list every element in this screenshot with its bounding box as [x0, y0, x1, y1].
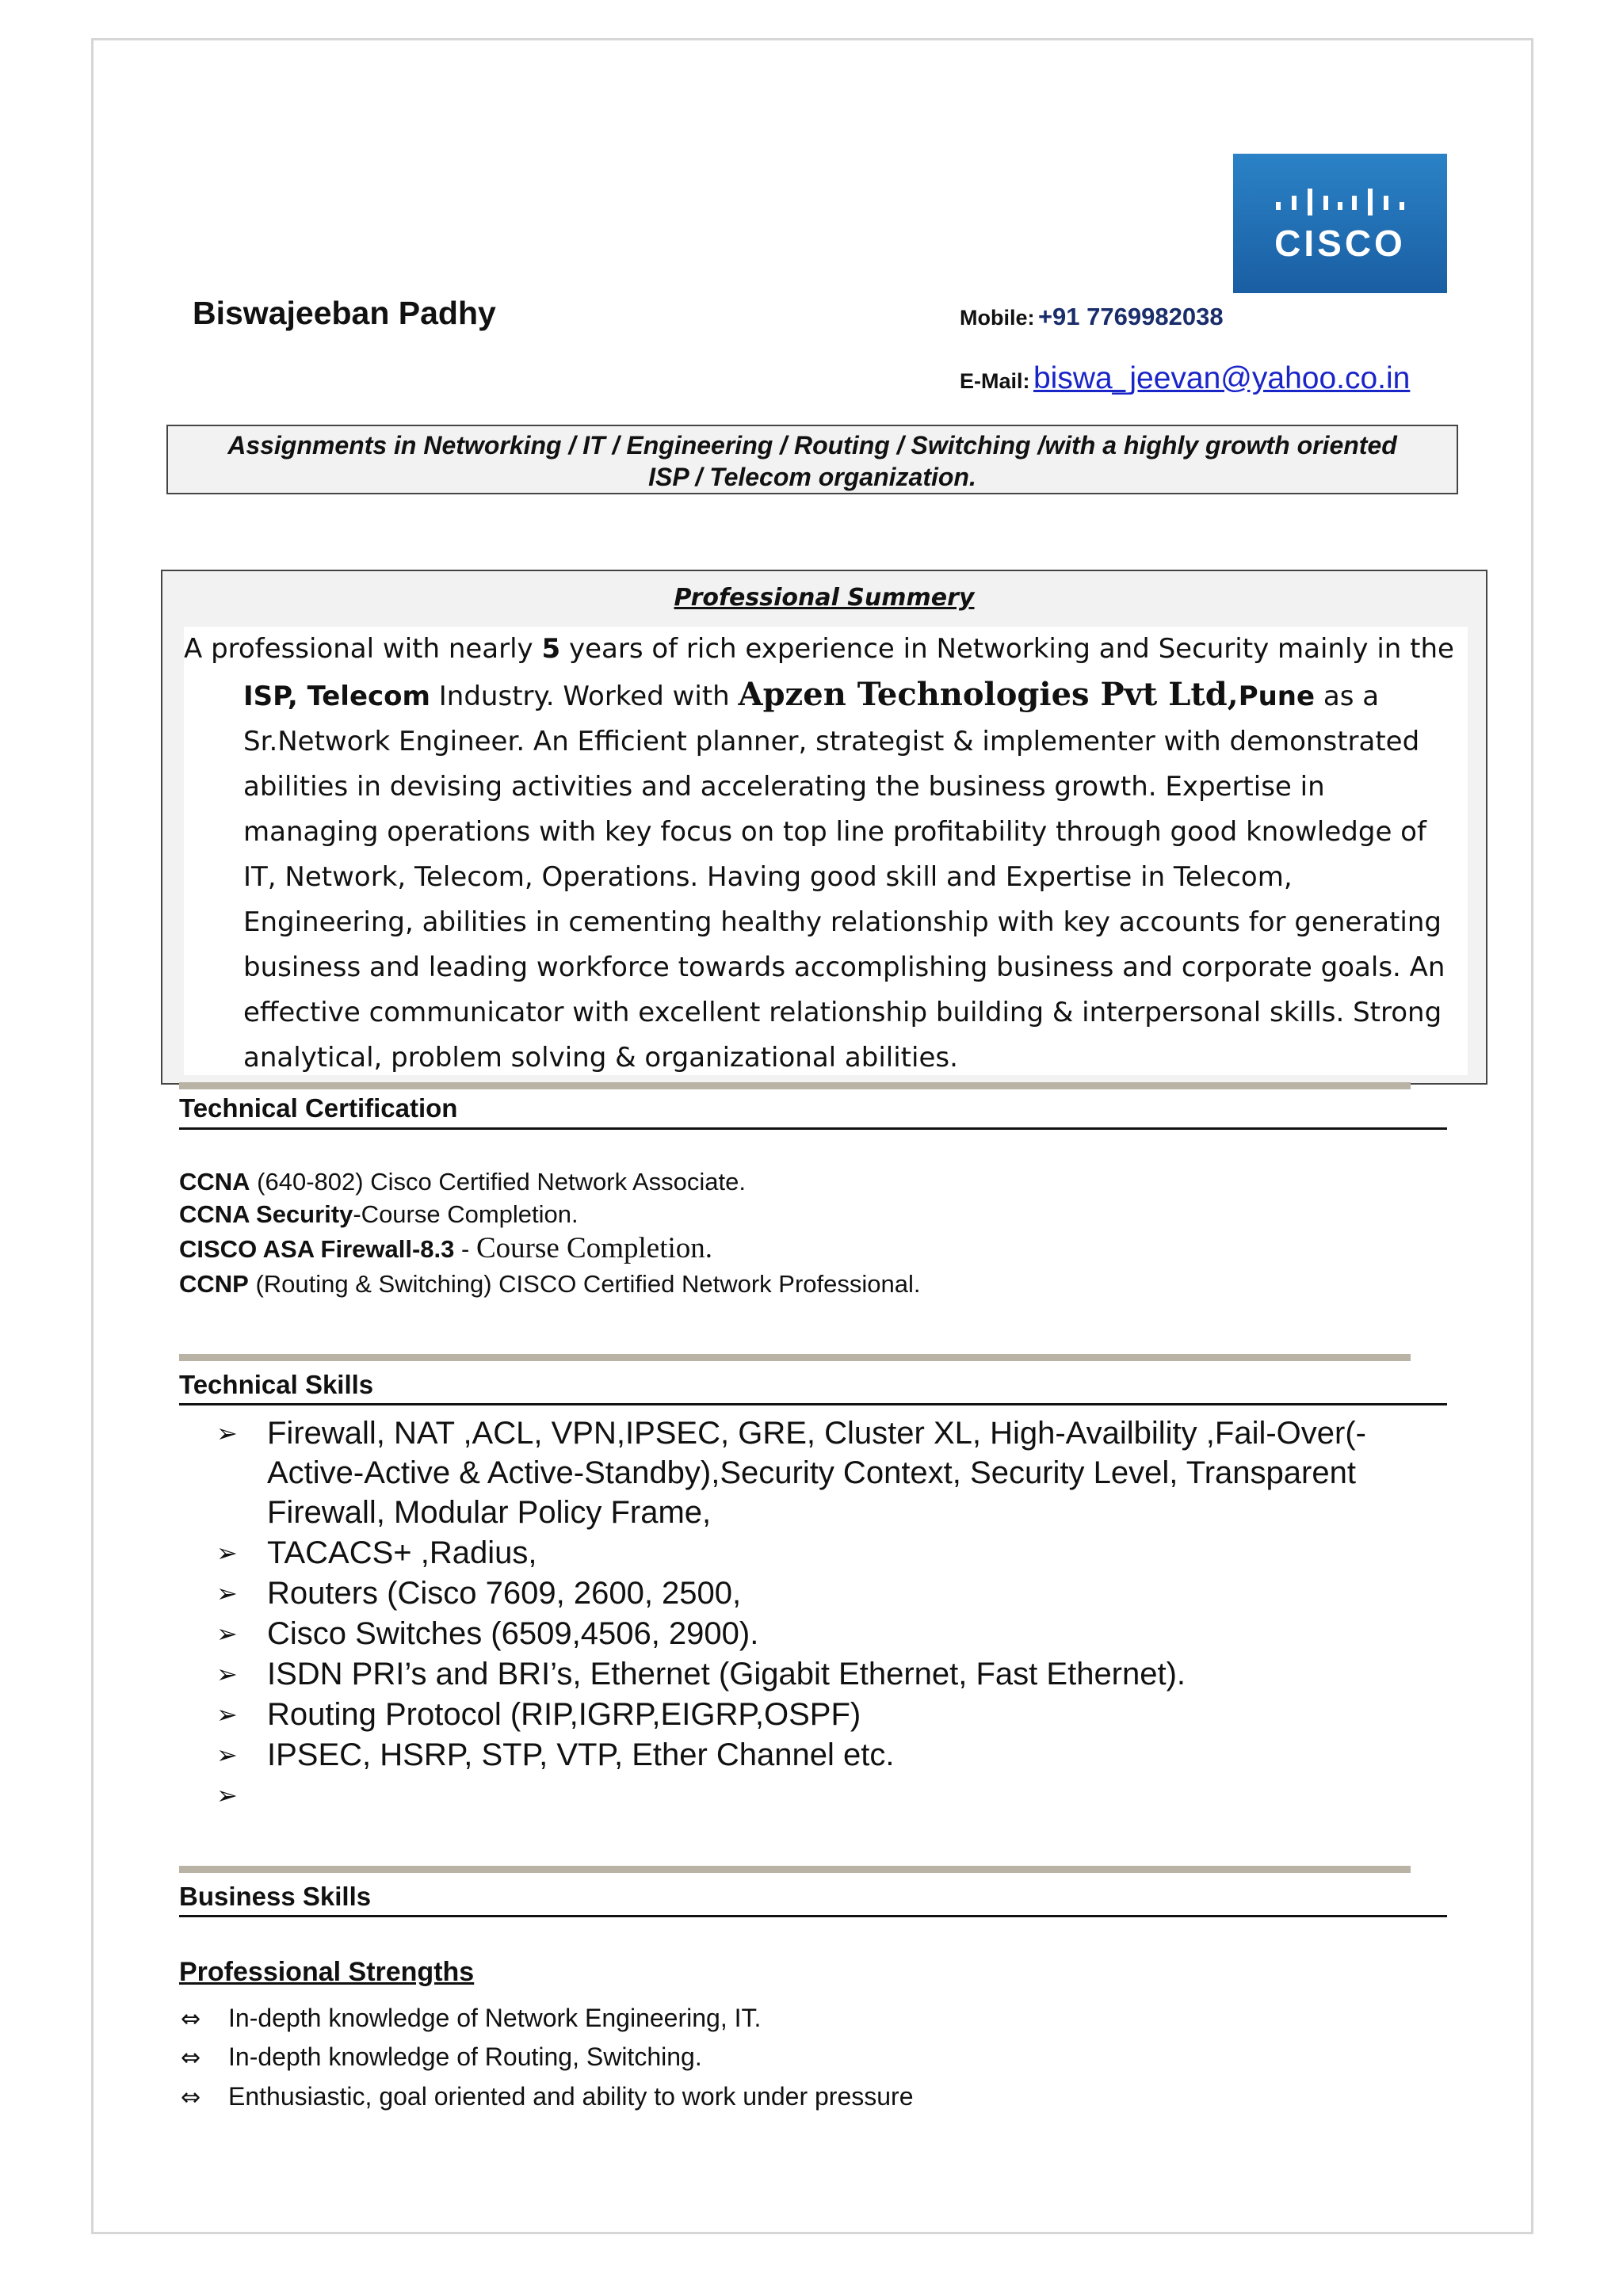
- business-skills-heading: Business Skills: [179, 1882, 372, 1911]
- summary-body: [184, 627, 1468, 1075]
- professional-summary: [161, 570, 1487, 1085]
- arrow-bullet-icon: ➢: [216, 1418, 238, 1448]
- list-item: ⇔ In-depth knowledge of Routing, Switching.: [181, 2042, 702, 2072]
- list-item: ➢ Routing Protocol (RIP,IGRP,EIGRP,OSPF): [216, 1695, 1453, 1734]
- list-item: ➢ Routers (Cisco 7609, 2600, 2500,: [216, 1573, 1453, 1613]
- list-item: ⇔ Enthusiastic, goal oriented and ability to work under pressure: [181, 2082, 914, 2111]
- objective-line-2: ISP / Telecom organization.: [648, 463, 976, 491]
- arrow-bullet-icon: ➢: [216, 1699, 238, 1730]
- double-arrow-icon: ⇔: [181, 2005, 201, 2033]
- list-item: ➢ ISDN PRI’s and BRI’s, Ethernet (Gigabit Ethernet, Fast Ethernet).: [216, 1654, 1453, 1694]
- list-item: ➢ IPSEC, HSRP, STP, VTP, Ether Channel etc.: [216, 1735, 1453, 1775]
- arrow-bullet-icon: ➢: [216, 1659, 238, 1689]
- arrow-bullet-icon: ➢: [216, 1538, 238, 1568]
- section-divider: [179, 1354, 1411, 1361]
- section-divider: [179, 1866, 1411, 1873]
- email-label: E-Mail:: [960, 369, 1030, 393]
- objective-line-1: Assignments in Networking / IT / Engineering / Routing / Switching /with a highly growth oriented: [227, 431, 1397, 460]
- heading-underline: [179, 1127, 1447, 1130]
- email-link[interactable]: biswa_jeevan@yahoo.co.in: [1033, 361, 1411, 395]
- mobile-value: +91 7769982038: [1037, 303, 1224, 330]
- heading-underline: [179, 1403, 1447, 1405]
- cert-item: CCNA Security-Course Completion.: [179, 1200, 579, 1228]
- list-item: ➢ TACACS+ ,Radius,: [216, 1533, 1453, 1573]
- cisco-bars-icon: [1274, 189, 1406, 215]
- summary-text: A professional with nearly 5 years of rich experience in Networking and Security mainly in the ISP, Telecom Industry. Worked with Apzen Technologies Pvt Ltd,Pune as a Sr.Network Engineer. An Efficient planner, strategist & implementer with demonstrated abilities in devising activities and accelerating the business growth. Expertise in managing operations with key focus on top line profitability through good knowledge of IT, Network, Telecom, Operations. Having good skill and Expertise in Telecom, Engineering, abilities in cementing healthy relationship with key accounts for generating business and leading workforce towards accomplishing business and corporate goals. An effective communicator with excellent relationship building & interpersonal skills. Strong analytical, problem solving & organizational abilities.: [184, 633, 1454, 1074]
- arrow-bullet-icon: ➢: [216, 1740, 238, 1770]
- strengths-heading: Professional Strengths: [179, 1957, 475, 1987]
- list-item: [216, 1775, 1453, 1815]
- summary-title: Professional Summery: [674, 584, 975, 612]
- double-arrow-icon: ⇔: [181, 2084, 201, 2111]
- double-arrow-icon: ⇔: [181, 2044, 201, 2072]
- company-name: Apzen Technologies Pvt Ltd,: [738, 676, 1239, 713]
- list-item: ➢ Cisco Switches (6509,4506, 2900).: [216, 1614, 1453, 1653]
- certification-heading: Technical Certification: [179, 1093, 458, 1123]
- section-divider: [179, 1082, 1411, 1089]
- technical-skills-list: [216, 1413, 1453, 1816]
- technical-skills-heading: Technical Skills: [179, 1370, 374, 1399]
- cert-item: CCNP (Routing & Switching) CISCO Certified Network Professional.: [179, 1270, 921, 1298]
- cert-item: CCNA (640-802) Cisco Certified Network Associate.: [179, 1168, 746, 1196]
- heading-underline: [179, 1915, 1447, 1917]
- email-contact: [960, 361, 1410, 396]
- cisco-logo: [1233, 154, 1447, 293]
- list-item: ➢ Firewall, NAT ,ACL, VPN,IPSEC, GRE, Cluster XL, High-Availbility ,Fail-Over(-Active-Active & Active-Standby),Security Context, Security Level, Transparent Firewall, Modular Policy Frame,: [216, 1413, 1453, 1532]
- arrow-bullet-icon: ➢: [216, 1619, 238, 1649]
- cisco-logo-text: CISCO: [1274, 223, 1406, 264]
- arrow-bullet-icon: ➢: [216, 1780, 238, 1810]
- mobile-label: Mobile:: [960, 306, 1035, 330]
- candidate-name: Biswajeeban Padhy: [193, 295, 496, 331]
- career-objective: [166, 425, 1458, 494]
- mobile-contact: [960, 303, 1224, 331]
- list-item: ⇔ In-depth knowledge of Network Engineering, IT.: [181, 2004, 762, 2033]
- arrow-bullet-icon: ➢: [216, 1578, 238, 1608]
- cert-item: CISCO ASA Firewall-8.3 - Course Completion.: [179, 1232, 713, 1264]
